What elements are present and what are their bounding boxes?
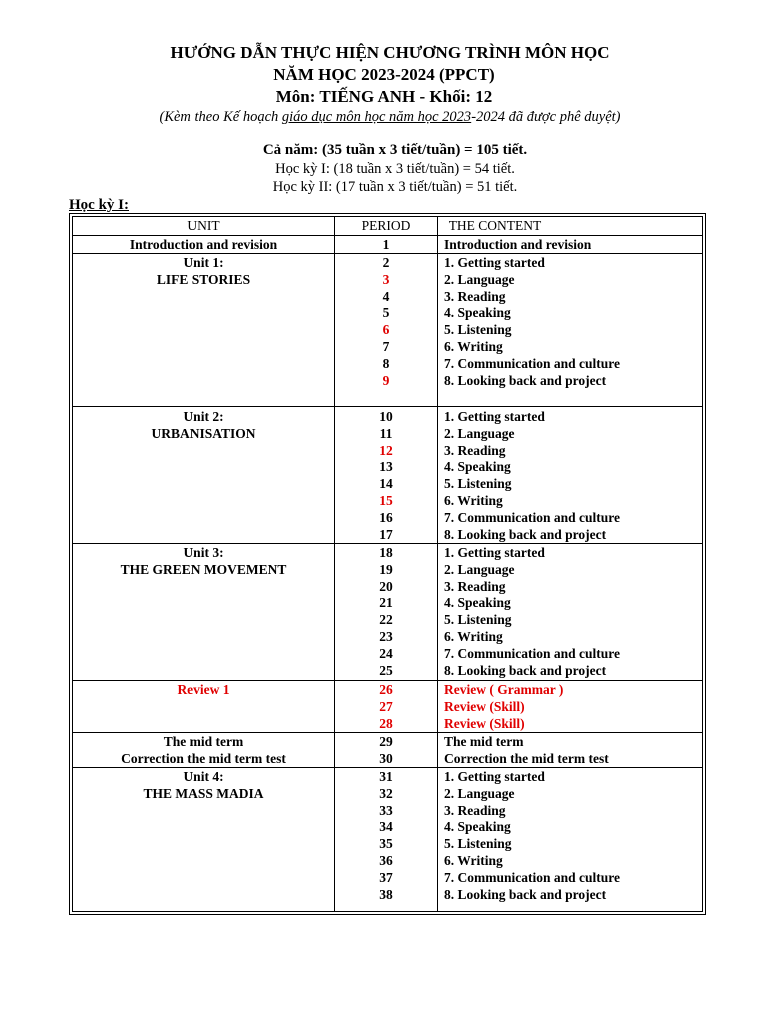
lesson-content: 2. Language [444, 271, 515, 287]
review-1-unit: Review 1 [177, 682, 230, 697]
period-number: 4 [382, 288, 390, 304]
unit-4-periods [335, 769, 437, 903]
intro-period: 1 [382, 237, 390, 252]
subject-title: Môn: TIẾNG ANH - Khối: 12 [275, 87, 493, 106]
unit-title: The mid term [163, 734, 244, 749]
total-semester-2: Học kỳ II: (17 tuần x 3 tiết/tuần) = 51 tiết. [272, 179, 518, 195]
school-year-title: NĂM HỌC 2023-2024 (PPCT) [273, 65, 495, 84]
lesson-content: 4. Speaking [444, 305, 511, 321]
lesson-content: 2. Language [444, 425, 515, 441]
unit-2-contents [444, 409, 620, 543]
period-number: 9 [382, 372, 390, 388]
period-number: 30 [379, 750, 393, 766]
lesson-content: 8. Looking back and project [444, 526, 607, 542]
period-number: 35 [379, 836, 393, 852]
midterm-contents [444, 734, 609, 768]
unit-label: Unit 1: [183, 255, 224, 270]
unit-1-periods [335, 255, 437, 389]
period-number: 14 [379, 476, 393, 492]
lesson-content: 7. Communication and culture [444, 645, 621, 661]
lesson-content: 2. Language [444, 561, 515, 577]
lesson-content: Correction the mid term test [444, 750, 609, 766]
col-header-period: PERIOD [361, 218, 411, 233]
review-1-contents [444, 682, 563, 732]
lesson-content: Review (Skill) [444, 698, 525, 714]
unit-title: LIFE STORIES [156, 271, 251, 287]
lesson-content: 6. Writing [444, 852, 503, 868]
lesson-content: 6. Writing [444, 492, 503, 508]
midterm-periods [335, 734, 437, 768]
unit-title: THE GREEN MOVEMENT [120, 561, 287, 577]
lesson-content: 7. Communication and culture [444, 869, 621, 885]
lesson-content: 5. Listening [444, 836, 512, 852]
period-number: 18 [379, 545, 393, 560]
unit-title: THE MASS MADIA [143, 785, 264, 801]
period-number: 33 [379, 802, 393, 818]
period-number: 6 [382, 322, 390, 338]
table-inner-border [72, 216, 703, 912]
period-number: 24 [379, 645, 393, 661]
doc-title: HƯỚNG DẪN THỰC HIỆN CHƯƠNG TRÌNH MÔN HỌC [170, 43, 610, 62]
period-number: 13 [379, 459, 393, 475]
unit-4-contents [444, 769, 620, 903]
review-1-periods [335, 682, 437, 732]
unit-title: Correction the mid term test [121, 750, 286, 766]
lesson-content: 4. Speaking [444, 595, 511, 611]
approval-note: (Kèm theo Kế hoạch giáo dục môn học năm học 2023-2024 đã được phê duyệt) [159, 109, 621, 125]
row-divider [73, 235, 702, 236]
lesson-content: 4. Speaking [444, 459, 511, 475]
lesson-content: 5. Listening [444, 612, 512, 628]
period-number: 38 [379, 886, 393, 902]
period-number: 28 [379, 715, 393, 731]
unit-label: Unit 2: [183, 409, 224, 424]
period-number: 17 [379, 526, 393, 542]
period-number: 32 [379, 785, 393, 801]
lesson-content: 5. Listening [444, 322, 512, 338]
column-divider [437, 217, 438, 911]
unit-title: URBANISATION [151, 425, 256, 441]
unit-1-contents [444, 255, 620, 389]
total-semester-1: Học kỳ I: (18 tuần x 3 tiết/tuần) = 54 tiết. [275, 161, 515, 177]
lesson-content: Review ( Grammar ) [444, 682, 564, 697]
lesson-content: Review (Skill) [444, 715, 525, 731]
lesson-content: 1. Getting started [444, 255, 545, 270]
unit-3-periods [335, 545, 437, 679]
row-divider [73, 406, 702, 407]
lesson-content: 4. Speaking [444, 819, 511, 835]
intro-unit: Introduction and revision [129, 237, 278, 252]
unit-3-contents [444, 545, 620, 679]
period-number: 7 [382, 338, 390, 354]
period-number: 36 [379, 852, 393, 868]
lesson-content: 6. Writing [444, 628, 503, 644]
semester-label: Học kỳ I: [69, 197, 129, 213]
unit-3-cell [73, 545, 334, 579]
period-number: 5 [382, 305, 390, 321]
midterm-unit [73, 734, 334, 768]
period-number: 12 [379, 442, 393, 458]
period-number: 34 [379, 819, 393, 835]
lesson-content: The mid term [444, 734, 524, 749]
unit-4-cell [73, 769, 334, 803]
period-number: 3 [382, 271, 390, 287]
unit-1-cell [73, 255, 334, 289]
period-number: 11 [379, 425, 393, 441]
period-number: 25 [379, 662, 393, 678]
lesson-content: 1. Getting started [444, 409, 545, 424]
period-number: 23 [379, 628, 393, 644]
period-number: 37 [379, 869, 393, 885]
period-number: 8 [382, 355, 390, 371]
lesson-content: 7. Communication and culture [444, 355, 621, 371]
col-header-content: THE CONTENT [448, 218, 542, 233]
document-header [0, 42, 768, 126]
lesson-content: 8. Looking back and project [444, 662, 607, 678]
unit-label: Unit 3: [183, 545, 224, 560]
period-number: 15 [379, 492, 393, 508]
lesson-content: 3. Reading [444, 578, 506, 594]
intro-content: Introduction and revision [444, 237, 592, 252]
unit-2-cell [73, 409, 334, 443]
period-number: 10 [379, 409, 393, 424]
period-number: 20 [379, 578, 393, 594]
period-number: 16 [379, 509, 393, 525]
period-number: 2 [382, 255, 390, 270]
lesson-content: 6. Writing [444, 338, 503, 354]
total-year: Cả năm: (35 tuần x 3 tiết/tuần) = 105 tiết. [262, 142, 528, 158]
lesson-content: 1. Getting started [444, 769, 545, 784]
period-number: 26 [379, 682, 393, 697]
period-number: 19 [379, 561, 393, 577]
lesson-content: 3. Reading [444, 288, 506, 304]
lesson-content: 2. Language [444, 785, 515, 801]
lesson-content: 3. Reading [444, 442, 506, 458]
row-divider [73, 680, 702, 681]
unit-label: Unit 4: [183, 769, 224, 784]
period-number: 27 [379, 698, 393, 714]
period-number: 21 [379, 595, 393, 611]
lesson-content: 5. Listening [444, 476, 512, 492]
period-number: 31 [379, 769, 393, 784]
period-number: 29 [379, 734, 393, 749]
lesson-content: 8. Looking back and project [444, 886, 607, 902]
curriculum-table [69, 213, 706, 915]
lesson-content: 7. Communication and culture [444, 509, 621, 525]
col-header-unit: UNIT [187, 218, 220, 233]
period-number: 22 [379, 612, 393, 628]
lesson-content: 3. Reading [444, 802, 506, 818]
unit-2-periods [335, 409, 437, 543]
period-totals [0, 140, 768, 196]
lesson-content: 1. Getting started [444, 545, 545, 560]
lesson-content: 8. Looking back and project [444, 372, 607, 388]
